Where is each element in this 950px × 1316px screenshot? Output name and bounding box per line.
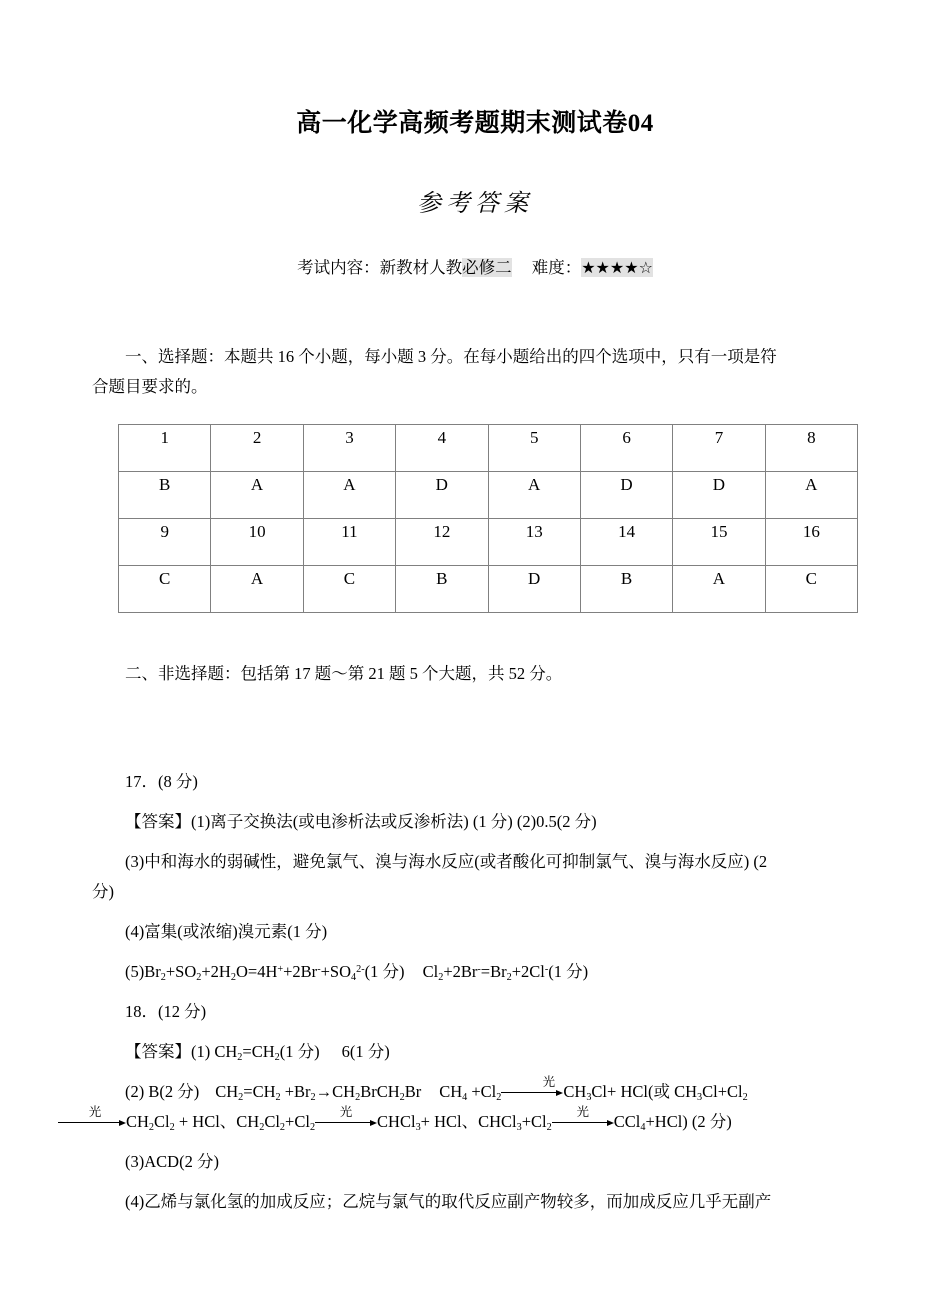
reaction-condition-label: 光 xyxy=(542,1075,556,1090)
table-row-answers-1-8 xyxy=(119,471,858,518)
exam-content-value: 必修二 xyxy=(462,258,512,278)
question-18-answer-line-1 xyxy=(92,1027,858,1067)
question-17-answer-line-1 xyxy=(92,797,858,837)
table-cell: 4 xyxy=(396,424,488,471)
question-17-equation-1: $(5)Br_2+SO_2+2H_2O=4H^++2Br^-+SO_4^{2-}(1$ 分) xyxy=(125,961,405,983)
table-cell: A xyxy=(211,565,303,612)
question-17-answer-1-2: (1)离子交换法(或电渗析法或反渗析法) (1 分) (2)0.5(2 分) xyxy=(191,811,597,831)
question-17-answer-3-a: (3)中和海水的弱碱性，避免氯气、溴与海水反应(或者酸化可抑制氯气、溴与海水反应) (2 xyxy=(125,851,768,871)
reaction-arrow-icon xyxy=(552,1105,614,1127)
question-18-reaction-2: $CH_4 +Cl_2$ 光 $CH_3Cl+ HCl$(或 $CH_3Cl+Cl_2$ xyxy=(439,1082,748,1101)
table-cell: D xyxy=(396,471,488,518)
question-18-answer-line-5: (4)乙烯与氯化氢的加成反应；乙烷与氯气的取代反应副产物较多，而加成反应几乎无副产 xyxy=(125,1191,772,1211)
table-cell: A xyxy=(488,471,580,518)
section-one-heading-line1: 一、选择题：本题共 16 个小题，每小题 3 分。在每小题给出的四个选项中，只有一项是符 xyxy=(125,346,777,366)
reaction-arrow-icon xyxy=(501,1075,563,1097)
question-18-reaction-5: CCl$_4$+HCl) (2 分) xyxy=(613,1111,732,1133)
question-17-answer-line-3 xyxy=(92,837,858,907)
question-17-equation-2: $Cl_2+2Br^-=Br_2+2Cl^-(1$ 分) xyxy=(422,961,589,983)
table-cell: A xyxy=(765,471,857,518)
table-cell: D xyxy=(580,471,672,518)
table-row-numbers-9-16 xyxy=(119,518,858,565)
answer-key-heading: 参考答案 xyxy=(417,189,533,218)
question-18-answer-line-3 xyxy=(64,1107,858,1137)
table-cell: A xyxy=(211,471,303,518)
reaction-condition-label: 光 xyxy=(576,1105,590,1120)
table-cell: 16 xyxy=(765,518,857,565)
reaction-condition-label: 光 xyxy=(339,1105,353,1120)
reaction-arrow-icon xyxy=(315,1105,377,1127)
table-cell: A xyxy=(673,565,765,612)
table-row-numbers-1-8 xyxy=(119,424,858,471)
question-18-reaction-4: CHCl$_3$+ HCl、$CHCl_3+Cl_2$ xyxy=(377,1111,552,1133)
difficulty-label: 难度： xyxy=(531,258,582,278)
table-cell: 11 xyxy=(303,518,395,565)
exam-meta-line xyxy=(92,218,858,279)
exam-content-label: 考试内容：新教材人教 xyxy=(297,258,463,278)
question-18-number: 18．(12 分) xyxy=(125,1001,207,1021)
table-cell: D xyxy=(488,565,580,612)
table-cell: 14 xyxy=(580,518,672,565)
difficulty-stars: ★★★★☆ xyxy=(581,258,653,278)
table-cell: 1 xyxy=(119,424,211,471)
question-17-answer-line-5 xyxy=(92,947,858,987)
table-cell: 5 xyxy=(488,424,580,471)
table-cell: B xyxy=(119,471,211,518)
table-cell: C xyxy=(765,565,857,612)
question-18-answer-line-2 xyxy=(92,1067,858,1107)
table-row-answers-9-16 xyxy=(119,565,858,612)
answer-label: 【答案】 xyxy=(125,811,191,831)
table-cell: 2 xyxy=(211,424,303,471)
table-cell: 6 xyxy=(580,424,672,471)
question-17-answer-line-4: (4)富集(或浓缩)溴元素(1 分) xyxy=(125,921,328,941)
table-cell: A xyxy=(303,471,395,518)
table-cell: 3 xyxy=(303,424,395,471)
table-cell: 8 xyxy=(765,424,857,471)
table-cell: 7 xyxy=(673,424,765,471)
table-cell: B xyxy=(580,565,672,612)
table-cell: C xyxy=(119,565,211,612)
section-two-heading: 二、非选择题：包括第 17 题～第 21 题 5 个大题，共 52 分。 xyxy=(125,663,563,683)
table-cell: B xyxy=(396,565,488,612)
table-cell: 12 xyxy=(396,518,488,565)
question-18-reaction-3: $CH_2Cl_2$ + HCl、$CH_2Cl_2+Cl_2$ xyxy=(126,1111,316,1133)
question-17-number: 17．(8 分) xyxy=(125,771,198,791)
table-cell: D xyxy=(673,471,765,518)
table-cell: 10 xyxy=(211,518,303,565)
question-18-answer-1b: 6(1 分) xyxy=(341,1041,390,1061)
reaction-condition-label: 光 xyxy=(88,1105,102,1120)
page-title: 高一化学高频考题期末测试卷04 xyxy=(296,110,654,137)
table-cell: 15 xyxy=(673,518,765,565)
section-one-heading-line2: 合题目要求的。 xyxy=(92,376,208,396)
table-cell: C xyxy=(303,565,395,612)
reaction-arrow-icon xyxy=(64,1105,126,1127)
answer-label: 【答案】 xyxy=(125,1041,191,1061)
section-one-heading xyxy=(92,280,858,402)
question-18-answer-line-4: (3)ACD(2 分) xyxy=(125,1151,219,1171)
question-18-answer-2-prefix: (2) B(2 分) xyxy=(125,1081,200,1101)
multiple-choice-answer-table xyxy=(118,424,858,613)
table-cell: 9 xyxy=(119,518,211,565)
question-18-answer-1: (1) $CH_2=CH_2(1$ 分) xyxy=(191,1041,320,1063)
question-17-answer-3-b: 分) xyxy=(92,881,114,901)
table-cell: 13 xyxy=(488,518,580,565)
question-18-reaction-1: $CH_2=CH_2$ $+Br_2\to CH_2BrCH_2Br$ xyxy=(215,1081,422,1103)
